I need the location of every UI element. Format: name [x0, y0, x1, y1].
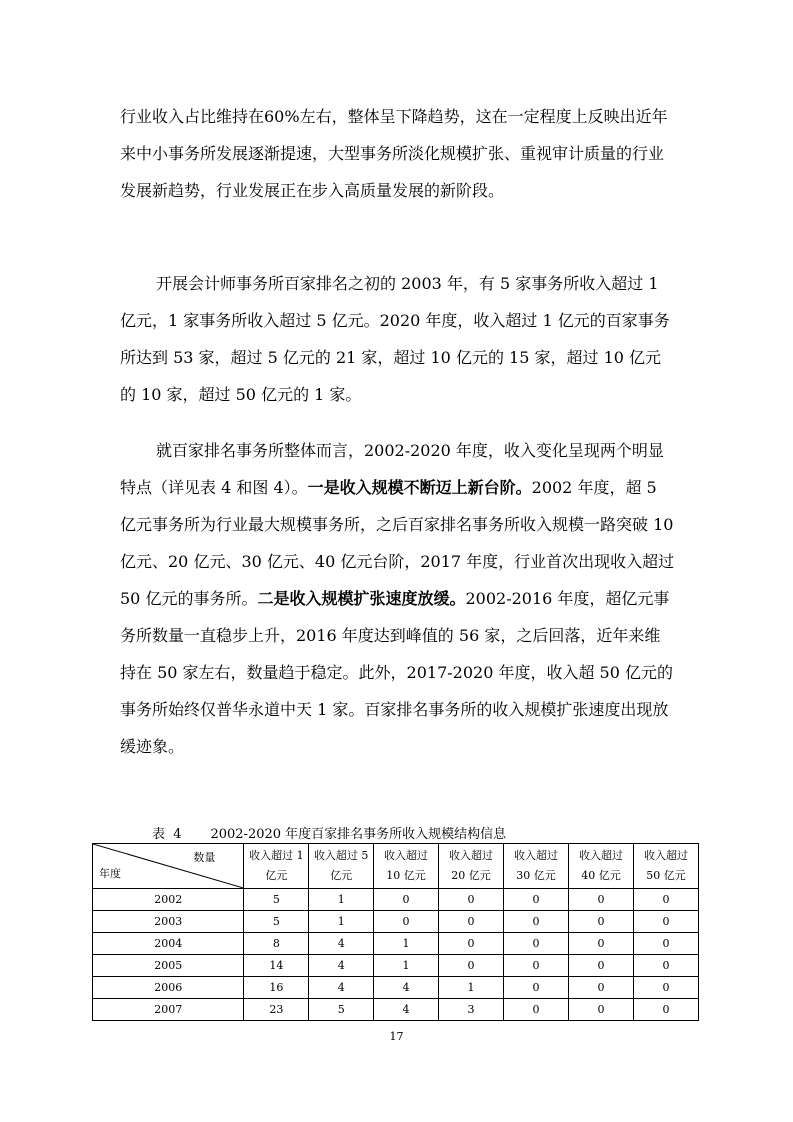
paragraph-3-text-c: 2002 年度，超 5 亿元事务所为行业最大规模事务所，之后百家排名事务所收入规模一路突破 10 亿元、20 亿元、30 亿元、40 亿元台阶，2017 年度，行业首次出现收入超过 50 亿元的事务所。: [120, 478, 675, 608]
value-cell: 1: [373, 933, 438, 955]
value-cell: 0: [503, 977, 568, 999]
year-cell: 2002: [93, 889, 244, 911]
value-cell: 0: [633, 889, 698, 911]
value-cell: 0: [438, 889, 503, 911]
paragraph-1: 行业收入占比维持在60%左右，整体呈下降趋势，这在一定程度上反映出近年来中小事务所发展逐渐提速，大型事务所淡化规模扩张、重视审计质量的行业发展新趋势，行业发展正在步入高质量发展的新阶段。: [120, 107, 668, 200]
table-row: [93, 889, 699, 911]
paragraph-3: [120, 432, 676, 765]
value-cell: 0: [633, 911, 698, 933]
value-cell: 0: [568, 889, 633, 911]
value-cell: 0: [503, 955, 568, 977]
value-cell: 23: [244, 999, 309, 1021]
value-cell: 0: [373, 889, 438, 911]
value-cell: 0: [568, 999, 633, 1021]
value-cell: 0: [503, 889, 568, 911]
value-cell: 0: [438, 933, 503, 955]
value-cell: 4: [309, 955, 374, 977]
corner-label-quantity: 数量: [193, 851, 216, 864]
table-header-row: [93, 844, 699, 889]
value-cell: 0: [633, 999, 698, 1021]
value-cell: 0: [438, 955, 503, 977]
value-cell: 0: [633, 955, 698, 977]
year-cell: 2003: [93, 911, 244, 933]
point-one-heading: 一是收入规模不断迈上新台阶。: [307, 478, 532, 497]
column-header: 收入超过 40 亿元: [568, 844, 633, 889]
year-cell: 2004: [93, 933, 244, 955]
value-cell: 4: [309, 933, 374, 955]
value-cell: 1: [309, 889, 374, 911]
value-cell: 0: [633, 977, 698, 999]
revenue-structure-table: [92, 843, 699, 1021]
year-cell: 2005: [93, 955, 244, 977]
value-cell: 0: [373, 911, 438, 933]
value-cell: 4: [373, 977, 438, 999]
column-header: 收入超过 50 亿元: [633, 844, 698, 889]
value-cell: 0: [503, 911, 568, 933]
paragraph-3-text-a: 就百家排名事务所整体而言，2002-2020 年度，收入变化呈现两个明显特点（详见表 4 和图 4）。: [120, 441, 664, 497]
value-cell: 4: [309, 977, 374, 999]
value-cell: 0: [503, 933, 568, 955]
table-row: [93, 911, 699, 933]
table-row: [93, 977, 699, 999]
column-header: 收入超过 20 亿元: [438, 844, 503, 889]
value-cell: 1: [438, 977, 503, 999]
value-cell: 5: [244, 911, 309, 933]
corner-label-year: 年度: [99, 867, 121, 880]
point-two-heading: 二是收入规模扩张速度放缓。: [257, 589, 466, 608]
year-cell: 2006: [93, 977, 244, 999]
value-cell: 0: [568, 955, 633, 977]
value-cell: 4: [373, 999, 438, 1021]
value-cell: 0: [633, 933, 698, 955]
column-header: 收入超过 30 亿元: [503, 844, 568, 889]
page-number: 17: [389, 1030, 404, 1043]
column-header: 收入超过 5 亿元: [309, 844, 374, 889]
value-cell: 1: [309, 911, 374, 933]
value-cell: 5: [244, 889, 309, 911]
column-header: 收入超过 1 亿元: [244, 844, 309, 889]
value-cell: 0: [438, 911, 503, 933]
value-cell: 16: [244, 977, 309, 999]
value-cell: 14: [244, 955, 309, 977]
value-cell: 0: [503, 999, 568, 1021]
paragraph-2: 开展会计师事务所百家排名之初的 2003 年，有 5 家事务所收入超过 1 亿元，1 家事务所收入超过 5 亿元。2020 年度，收入超过 1 亿元的百家事务所达到 53 家，超过 5 亿元的 21 家，超过 10 亿元的 15 家，超过 10 亿元的 10 家，超过 50 亿元的 1 家。: [120, 274, 670, 404]
value-cell: 0: [568, 933, 633, 955]
corner-header-cell: [93, 844, 244, 889]
value-cell: 0: [568, 911, 633, 933]
value-cell: 5: [309, 999, 374, 1021]
value-cell: 0: [568, 977, 633, 999]
table-row: [93, 933, 699, 955]
value-cell: 1: [373, 955, 438, 977]
paragraph-3-text-e: 2002-2016 年度，超亿元事务所数量一直稳步上升，2016 年度达到峰值的 56 家，之后回落，近年来维持在 50 家左右，数量趋于稳定。此外，2017-2020 年度，收入超 50 亿元的事务所始终仅普华永道中天 1 家。百家排名事务所的收入规模扩张速度出现放缓迹象。: [120, 589, 673, 756]
column-header: 收入超过 10 亿元: [373, 844, 438, 889]
value-cell: 8: [244, 933, 309, 955]
table-row: [93, 955, 699, 977]
value-cell: 3: [438, 999, 503, 1021]
table-row: [93, 999, 699, 1021]
table-caption: 表 4 2002-2020 年度百家排名事务所收入规模结构信息: [152, 827, 507, 842]
year-cell: 2007: [93, 999, 244, 1021]
